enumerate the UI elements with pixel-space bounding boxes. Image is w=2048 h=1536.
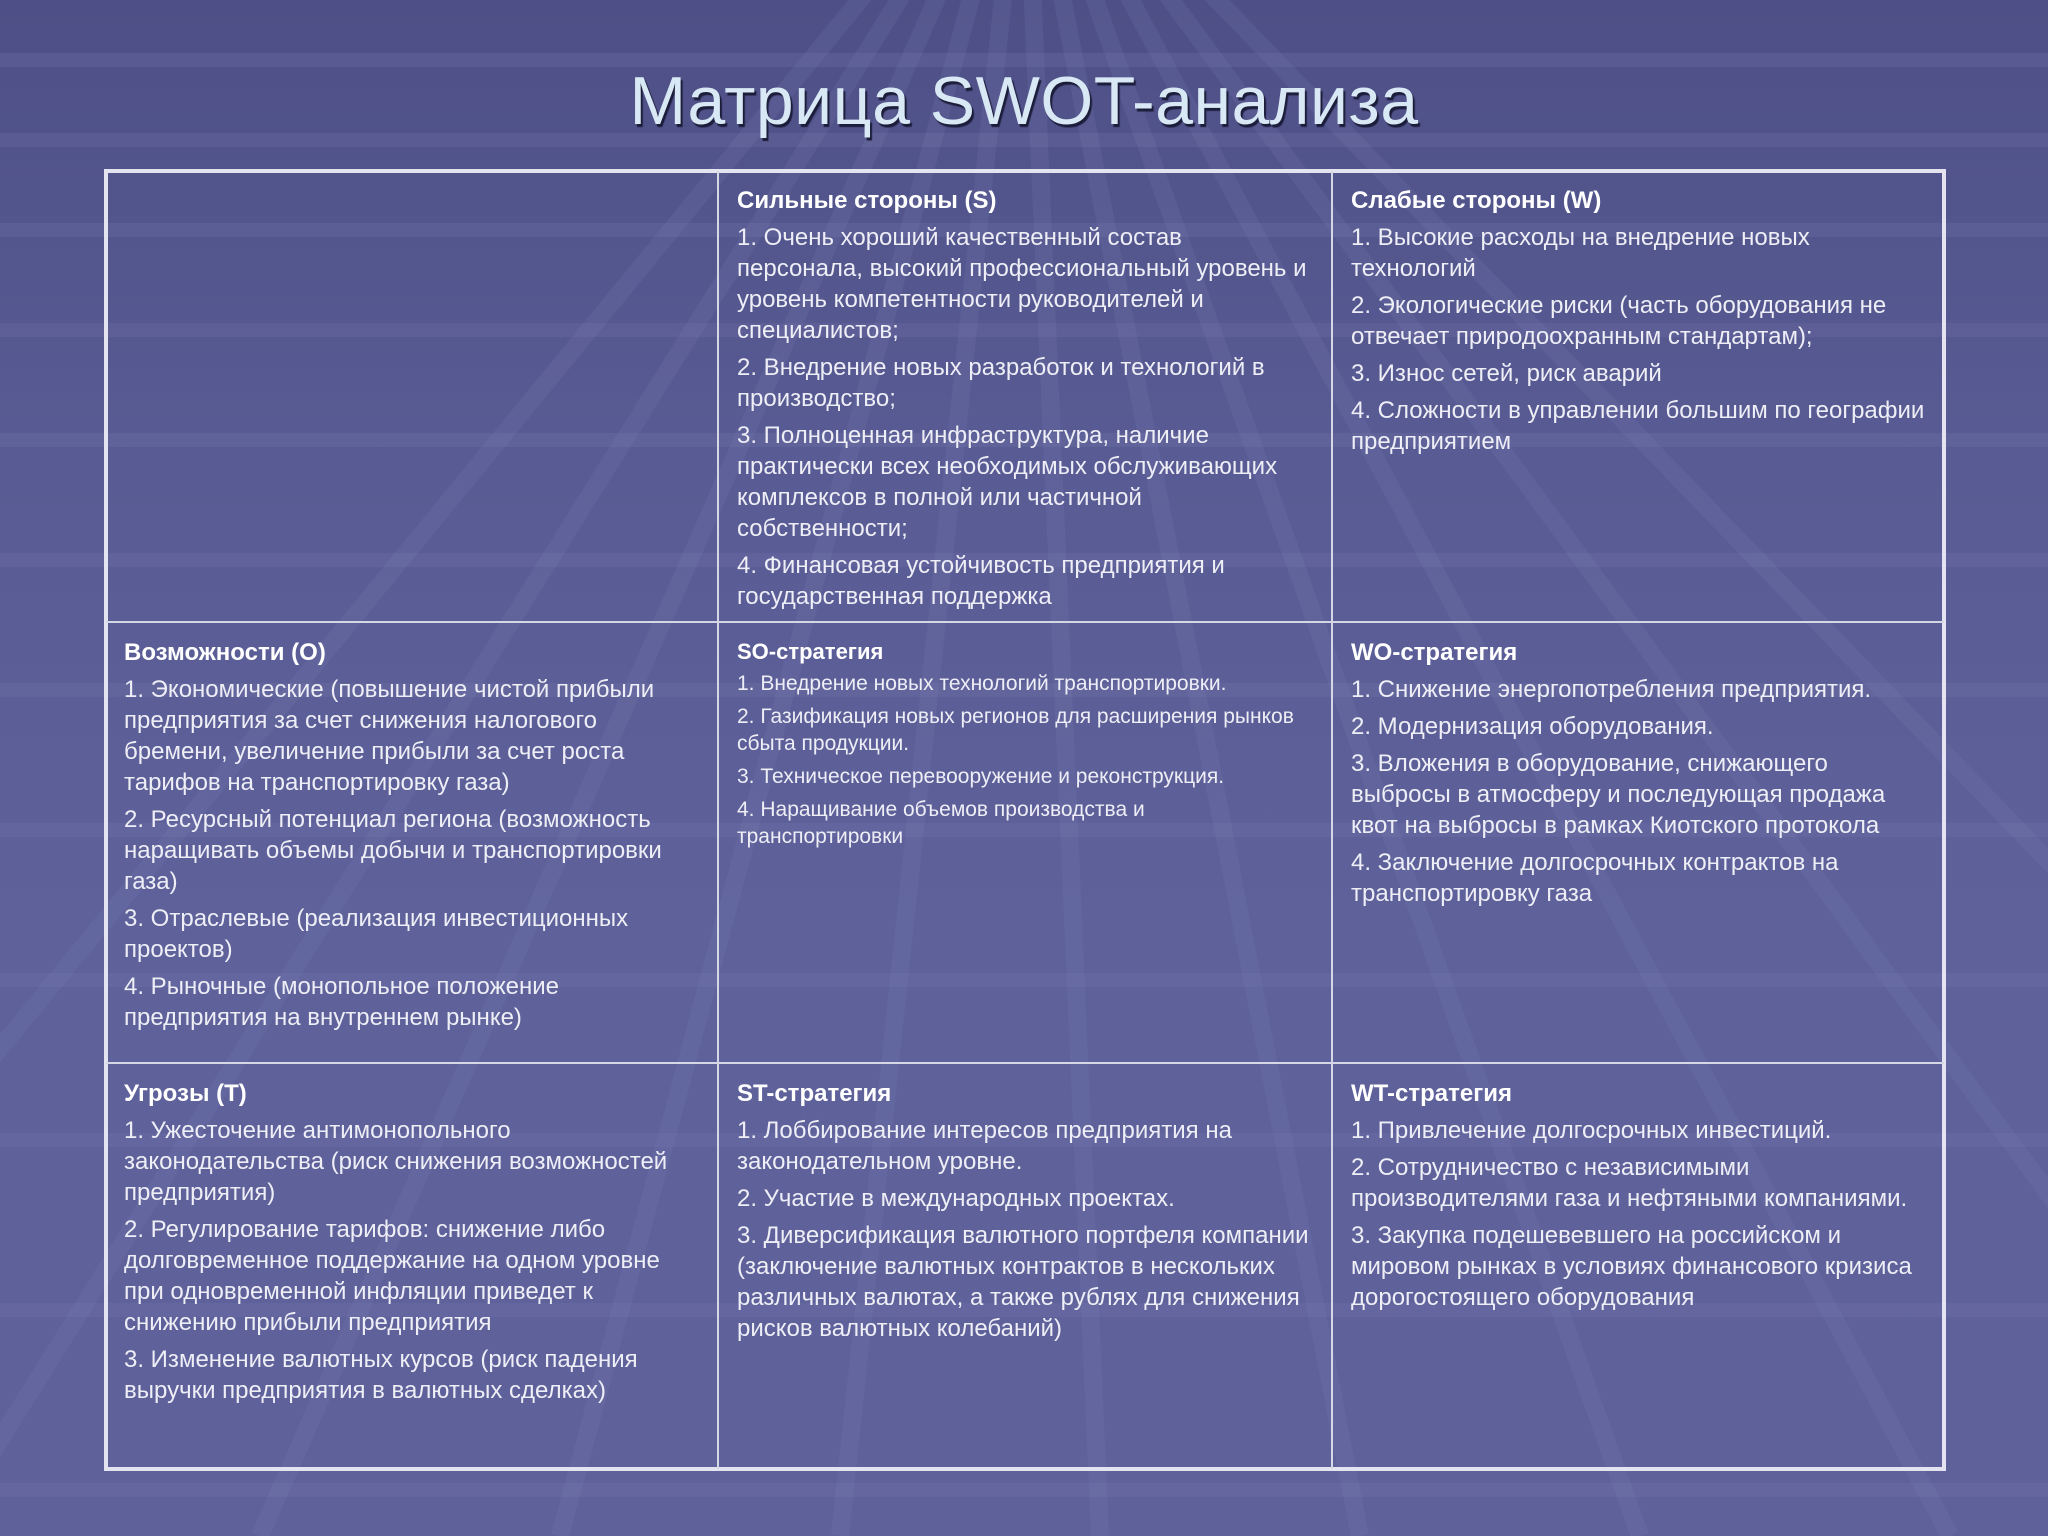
wt-strategy-cell bbox=[1333, 1064, 1944, 1469]
opportunities-cell bbox=[106, 623, 719, 1064]
list-item: 2. Экологические риски (часть оборудования не отвечает природоохранным стандартам); bbox=[1351, 292, 1887, 350]
list-item: 1. Очень хороший качественный состав персонала, высокий профессиональный уровень и уровень компетентности руководителей и специалистов; bbox=[737, 224, 1307, 344]
opportunities-list bbox=[124, 674, 699, 1033]
strengths-cell bbox=[719, 171, 1333, 623]
list-item: 4. Финансовая устойчивость предприятия и государственная поддержка bbox=[737, 552, 1225, 610]
list-item: 4. Заключение долгосрочных контрактов на транспортировку газа bbox=[1351, 849, 1839, 907]
list-item: 1. Снижение энергопотребления предприятия. bbox=[1351, 676, 1872, 703]
wt-strategy-heading: WT-стратегия bbox=[1351, 1080, 1512, 1107]
so-strategy-cell bbox=[719, 623, 1333, 1064]
list-item: 2. Газификация новых регионов для расширения рынков сбыта продукции. bbox=[737, 705, 1294, 755]
wo-strategy-list bbox=[1351, 674, 1926, 909]
list-item: 1. Экономические (повышение чистой прибыли предприятия за счет снижения налогового бремени, увеличение прибыли за счет роста тарифов на транспортировку газа) bbox=[124, 676, 655, 796]
so-strategy-heading: SO-стратегия bbox=[737, 639, 884, 664]
list-item: 2. Ресурсный потенциал региона (возможность наращивать объемы добычи и транспортировки газа) bbox=[124, 806, 662, 895]
threats-heading: Угрозы (T) bbox=[124, 1080, 247, 1107]
list-item: 2. Участие в международных проектах. bbox=[737, 1185, 1175, 1212]
corner-cell-empty bbox=[106, 171, 719, 623]
list-item: 4. Сложности в управлении большим по географии предприятием bbox=[1351, 397, 1925, 455]
list-item: 3. Изменение валютных курсов (риск падения выручки предприятия в валютных сделках) bbox=[124, 1346, 638, 1404]
weaknesses-cell bbox=[1333, 171, 1944, 623]
opportunities-heading: Возможности (O) bbox=[124, 639, 326, 666]
wo-strategy-heading: WO-стратегия bbox=[1351, 639, 1518, 666]
list-item: 1. Высокие расходы на внедрение новых технологий bbox=[1351, 224, 1810, 282]
st-strategy-list bbox=[737, 1115, 1313, 1344]
list-item: 3. Полноценная инфраструктура, наличие практически всех необходимых обслуживающих комплексов в полной или частичной собственности; bbox=[737, 422, 1278, 542]
strengths-heading: Сильные стороны (S) bbox=[737, 187, 997, 214]
list-item: 2. Модернизация оборудования. bbox=[1351, 713, 1714, 740]
list-item: 2. Сотрудничество с независимыми производителями газа и нефтяными компаниями. bbox=[1351, 1154, 1908, 1212]
list-item: 2. Регулирование тарифов: снижение либо долговременное поддержание на одном уровне при одновременной инфляции приведет к снижению прибыли предприятия bbox=[124, 1216, 660, 1336]
list-item: 1. Ужесточение антимонопольного законодательства (риск снижения возможностей предприятия) bbox=[124, 1117, 668, 1206]
slide-title: Матрица SWOT-анализа bbox=[629, 63, 1419, 139]
list-item: 1. Внедрение новых технологий транспортировки. bbox=[737, 672, 1227, 695]
list-item: 3. Вложения в оборудование, снижающего выбросы в атмосферу и последующая продажа квот на выбросы в рамках Киотского протокола bbox=[1351, 750, 1886, 839]
list-item: 3. Закупка подешевевшего на российском и мировом рынках в условиях финансового кризиса дорогостоящего оборудования bbox=[1351, 1222, 1912, 1311]
threats-list bbox=[124, 1115, 699, 1406]
list-item: 3. Отраслевые (реализация инвестиционных проектов) bbox=[124, 905, 629, 963]
list-item: 2. Внедрение новых разработок и технологий в производство; bbox=[737, 354, 1265, 412]
list-item: 3. Диверсификация валютного портфеля компании (заключение валютных контрактов в нескольких различных валютах, а также рублях для снижения рисков валютных колебаний) bbox=[737, 1222, 1309, 1342]
wo-strategy-cell bbox=[1333, 623, 1944, 1064]
wt-strategy-list bbox=[1351, 1115, 1926, 1313]
swot-matrix bbox=[106, 171, 1944, 1469]
weaknesses-list bbox=[1351, 222, 1926, 457]
threats-cell bbox=[106, 1064, 719, 1469]
so-strategy-list bbox=[737, 670, 1313, 850]
list-item: 4. Наращивание объемов производства и транспортировки bbox=[737, 798, 1145, 848]
list-item: 4. Рыночные (монопольное положение предприятия на внутреннем рынке) bbox=[124, 973, 559, 1031]
list-item: 1. Привлечение долгосрочных инвестиций. bbox=[1351, 1117, 1832, 1144]
list-item: 3. Износ сетей, риск аварий bbox=[1351, 360, 1662, 387]
st-strategy-heading: ST-стратегия bbox=[737, 1080, 892, 1107]
list-item: 1. Лоббирование интересов предприятия на законодательном уровне. bbox=[737, 1117, 1232, 1175]
list-item: 3. Техническое перевооружение и реконструкция. bbox=[737, 765, 1225, 788]
strengths-list bbox=[737, 222, 1313, 612]
st-strategy-cell bbox=[719, 1064, 1333, 1469]
weaknesses-heading: Слабые стороны (W) bbox=[1351, 187, 1602, 214]
